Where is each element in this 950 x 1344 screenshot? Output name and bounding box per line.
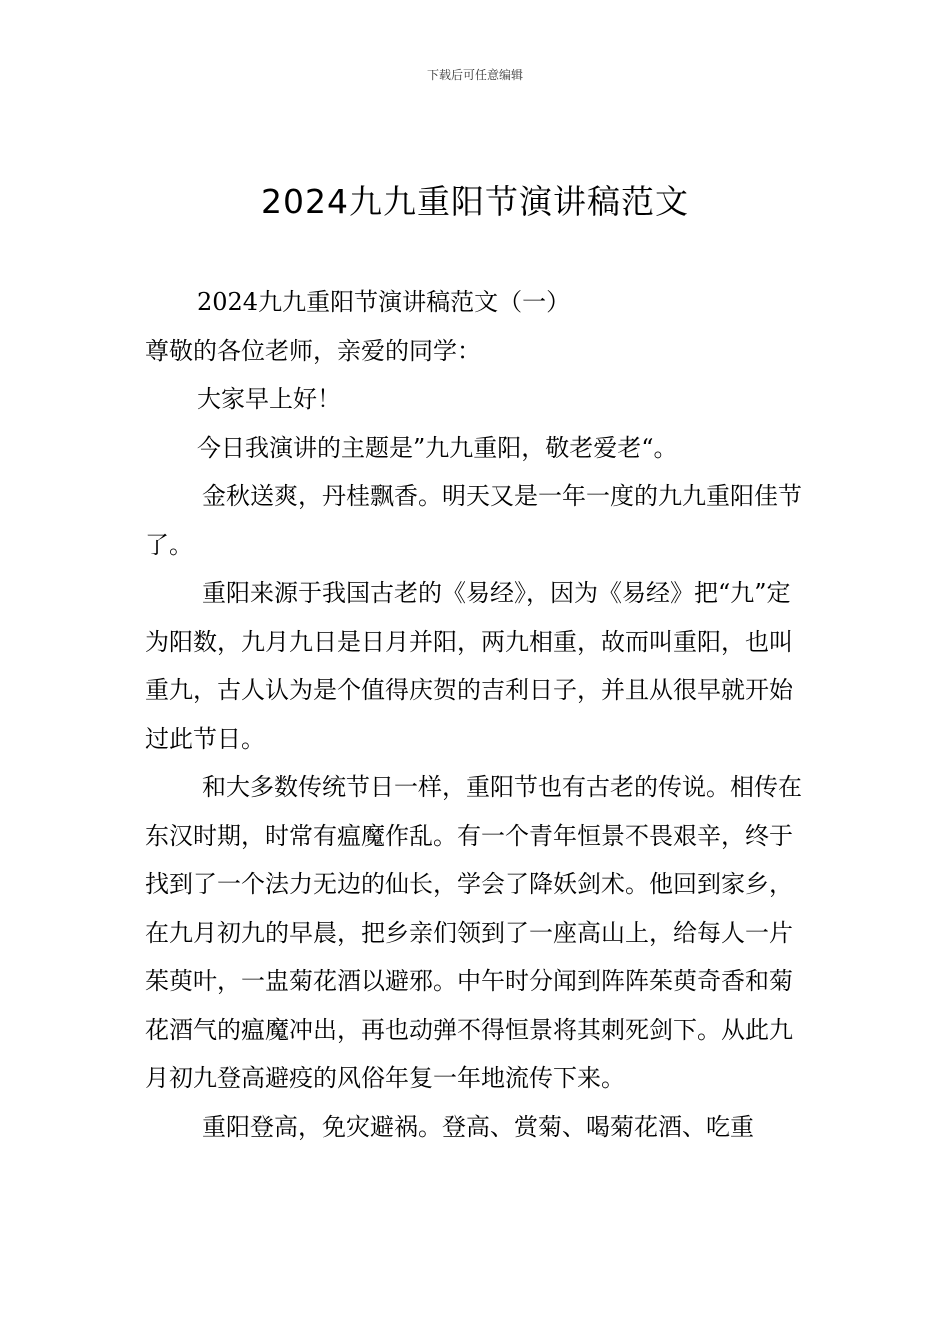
greeting: 大家早上好！ xyxy=(197,385,341,413)
section-heading: 2024九九重阳节演讲稿范文（一） xyxy=(197,288,571,316)
document-body xyxy=(145,278,807,1151)
paragraph-legend: 和大多数传统节日一样，重阳节也有古老的传说。相传在东汉时期，时常有瘟魔作乱。有一个青年恒景不畏艰辛，终于找到了一个法力无边的仙长，学会了降妖剑术。他回到家乡，在九月初九的早晨，把乡亲们领到了一座高山上，给每人一片茱萸叶，一盅菊花酒以避邪。中午时分闻到阵阵茱萸奇香和菊花酒气的瘟魔冲出，再也动弹不得恒景将其刺死剑下。从此九月初九登高避疫的风俗年复一年地流传下来。 xyxy=(145,773,802,1092)
salutation: 尊敬的各位老师，亲爱的同学： xyxy=(145,336,481,365)
speech-topic: 今日我演讲的主题是”九九重阳，敬老爱老“。 xyxy=(197,433,678,462)
paragraph-customs: 重阳登高，免灾避祸。登高、赏菊、喝菊花酒、吃重 xyxy=(202,1112,754,1141)
paragraph-origin: 重阳来源于我国古老的《易经》，因为《易经》把“九”定为阳数，九月九日是日月并阳，两九相重，故而叫重阳，也叫重九，古人认为是个值得庆贺的吉利日子，并且从很早就开始过此节日。 xyxy=(145,579,793,753)
document-title: 2024九九重阳节演讲稿范文 xyxy=(261,182,689,221)
download-note: 下载后可任意编辑 xyxy=(426,68,523,82)
paragraph-autumn: 金秋送爽，丹桂飘香。明天又是一年一度的九九重阳佳节了。 xyxy=(145,482,802,559)
